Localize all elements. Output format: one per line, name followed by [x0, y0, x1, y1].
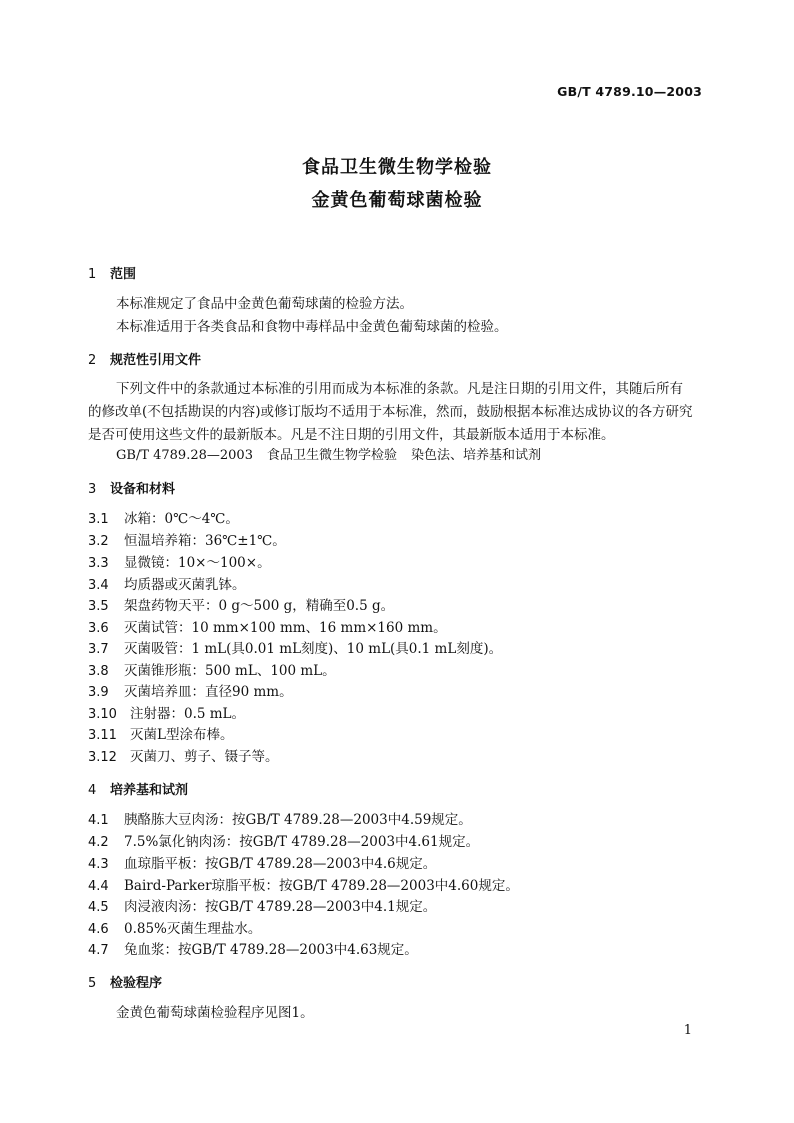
list-item — [88, 637, 502, 657]
reference-code: GB/T 4789.28—2003 — [116, 448, 253, 463]
item-number: 4.2 — [88, 835, 109, 850]
paragraph: 金黄色葡萄球菌检验程序见图1。 — [116, 1005, 314, 1021]
item-text: 肉浸液肉汤：按GB/T 4789.28—2003中4.1规定。 — [124, 899, 437, 915]
document-subtitle: 金黄色葡萄球菌检验 — [311, 190, 483, 211]
paragraph-line: 下列文件中的条款通过本标准的引用而成为本标准的条款。凡是注日期的引用文件，其随后所有 — [116, 381, 683, 397]
item-number: 3.10 — [88, 707, 117, 722]
item-number: 4.1 — [88, 813, 109, 828]
page-number: 1 — [683, 1023, 692, 1038]
item-text: 胰酪胨大豆肉汤：按GB/T 4789.28—2003中4.59规定。 — [124, 812, 472, 828]
list-item — [88, 529, 286, 549]
list-item — [88, 938, 418, 958]
standard-code: GB/T 4789.10—2003 — [557, 84, 702, 99]
item-text: 灭菌L型涂布棒。 — [130, 727, 234, 743]
item-number: 4.5 — [88, 900, 109, 915]
section-heading-procedure — [88, 972, 162, 991]
item-text: 血琼脂平板：按GB/T 4789.28—2003中4.6规定。 — [124, 856, 437, 872]
section-number: 4 — [88, 783, 97, 798]
item-text: 均质器或灭菌乳钵。 — [124, 577, 246, 593]
item-text: 注射器：0.5 mL。 — [130, 706, 246, 722]
list-item — [88, 852, 436, 872]
list-item — [88, 723, 233, 743]
list-item — [88, 874, 519, 894]
list-item — [88, 680, 293, 700]
section-number: 2 — [88, 353, 97, 368]
item-number: 3.3 — [88, 556, 109, 571]
item-number: 4.3 — [88, 857, 109, 872]
list-item — [88, 808, 472, 828]
paragraph-line: 的修改单(不包括勘误的内容)或修订版均不适用于本标准，然而，鼓励根据本标准达成协议的各方研究 — [88, 404, 693, 420]
section-title: 设备和材料 — [110, 482, 176, 497]
item-number: 3.9 — [88, 685, 109, 700]
list-item — [88, 616, 447, 636]
list-item — [88, 507, 239, 527]
normative-reference — [116, 444, 555, 463]
item-text: 7.5%氯化钠肉汤：按GB/T 4789.28—2003中4.61规定。 — [124, 834, 480, 850]
item-text: 冰箱：0℃～4℃。 — [124, 511, 239, 527]
item-number: 4.6 — [88, 922, 109, 937]
paragraph: 本标准规定了食品中金黄色葡萄球菌的检验方法。 — [116, 296, 413, 312]
reference-title: 食品卫生微生物学检验 — [266, 448, 397, 463]
list-item — [88, 659, 336, 679]
item-number: 3.8 — [88, 664, 109, 679]
paragraph: 本标准适用于各类食品和食物中毒样品中金黄色葡萄球菌的检验。 — [116, 319, 508, 335]
item-number: 3.2 — [88, 534, 109, 549]
item-number: 3.5 — [88, 599, 109, 614]
section-title: 检验程序 — [110, 976, 163, 991]
section-title: 培养基和试剂 — [110, 783, 189, 798]
section-title: 范围 — [110, 267, 137, 282]
section-heading-media-reagents — [88, 779, 188, 798]
item-number: 3.6 — [88, 621, 109, 636]
item-text: 0.85%灭菌生理盐水。 — [124, 921, 262, 937]
reference-subtitle: 染色法、培养基和试剂 — [410, 448, 541, 463]
item-number: 3.4 — [88, 578, 109, 593]
item-text: 灭菌锥形瓶：500 mL、100 mL。 — [124, 663, 336, 679]
list-item — [88, 551, 271, 571]
item-number: 3.11 — [88, 728, 117, 743]
list-item — [88, 917, 261, 937]
document-title: 食品卫生微生物学检验 — [302, 157, 492, 178]
item-text: 兔血浆：按GB/T 4789.28—2003中4.63规定。 — [124, 942, 418, 958]
section-heading-scope — [88, 263, 136, 282]
list-item — [88, 702, 245, 722]
section-number: 1 — [88, 267, 97, 282]
paragraph-line: 是否可使用这些文件的最新版本。凡是不注日期的引用文件，其最新版本适用于本标准。 — [88, 427, 615, 443]
list-item — [88, 745, 279, 765]
item-text: 灭菌试管：10 mm×100 mm、16 mm×160 mm。 — [124, 620, 447, 636]
item-text: 灭菌培养皿：直径90 mm。 — [124, 684, 293, 700]
list-item — [88, 895, 436, 915]
list-item — [88, 830, 479, 850]
item-text: 恒温培养箱：36℃±1℃。 — [124, 533, 286, 549]
item-text: 灭菌吸管：1 mL(具0.01 mL刻度)、10 mL(具0.1 mL刻度)。 — [124, 641, 503, 657]
item-number: 4.7 — [88, 943, 109, 958]
section-heading-equipment — [88, 478, 175, 497]
item-text: 灭菌刀、剪子、镊子等。 — [130, 749, 279, 765]
section-number: 3 — [88, 482, 97, 497]
list-item — [88, 573, 246, 593]
section-title: 规范性引用文件 — [110, 353, 202, 368]
item-number: 3.1 — [88, 512, 109, 527]
list-item — [88, 594, 394, 614]
section-heading-normative-references — [88, 349, 201, 368]
item-number: 3.12 — [88, 750, 117, 765]
item-number: 4.4 — [88, 879, 109, 894]
item-text: Baird-Parker琼脂平板：按GB/T 4789.28—2003中4.60规定。 — [124, 878, 519, 894]
item-text: 显微镜：10×～100×。 — [124, 555, 271, 571]
item-number: 3.7 — [88, 642, 109, 657]
item-text: 架盘药物天平：0 g～500 g，精确至0.5 g。 — [124, 598, 395, 614]
section-number: 5 — [88, 976, 97, 991]
